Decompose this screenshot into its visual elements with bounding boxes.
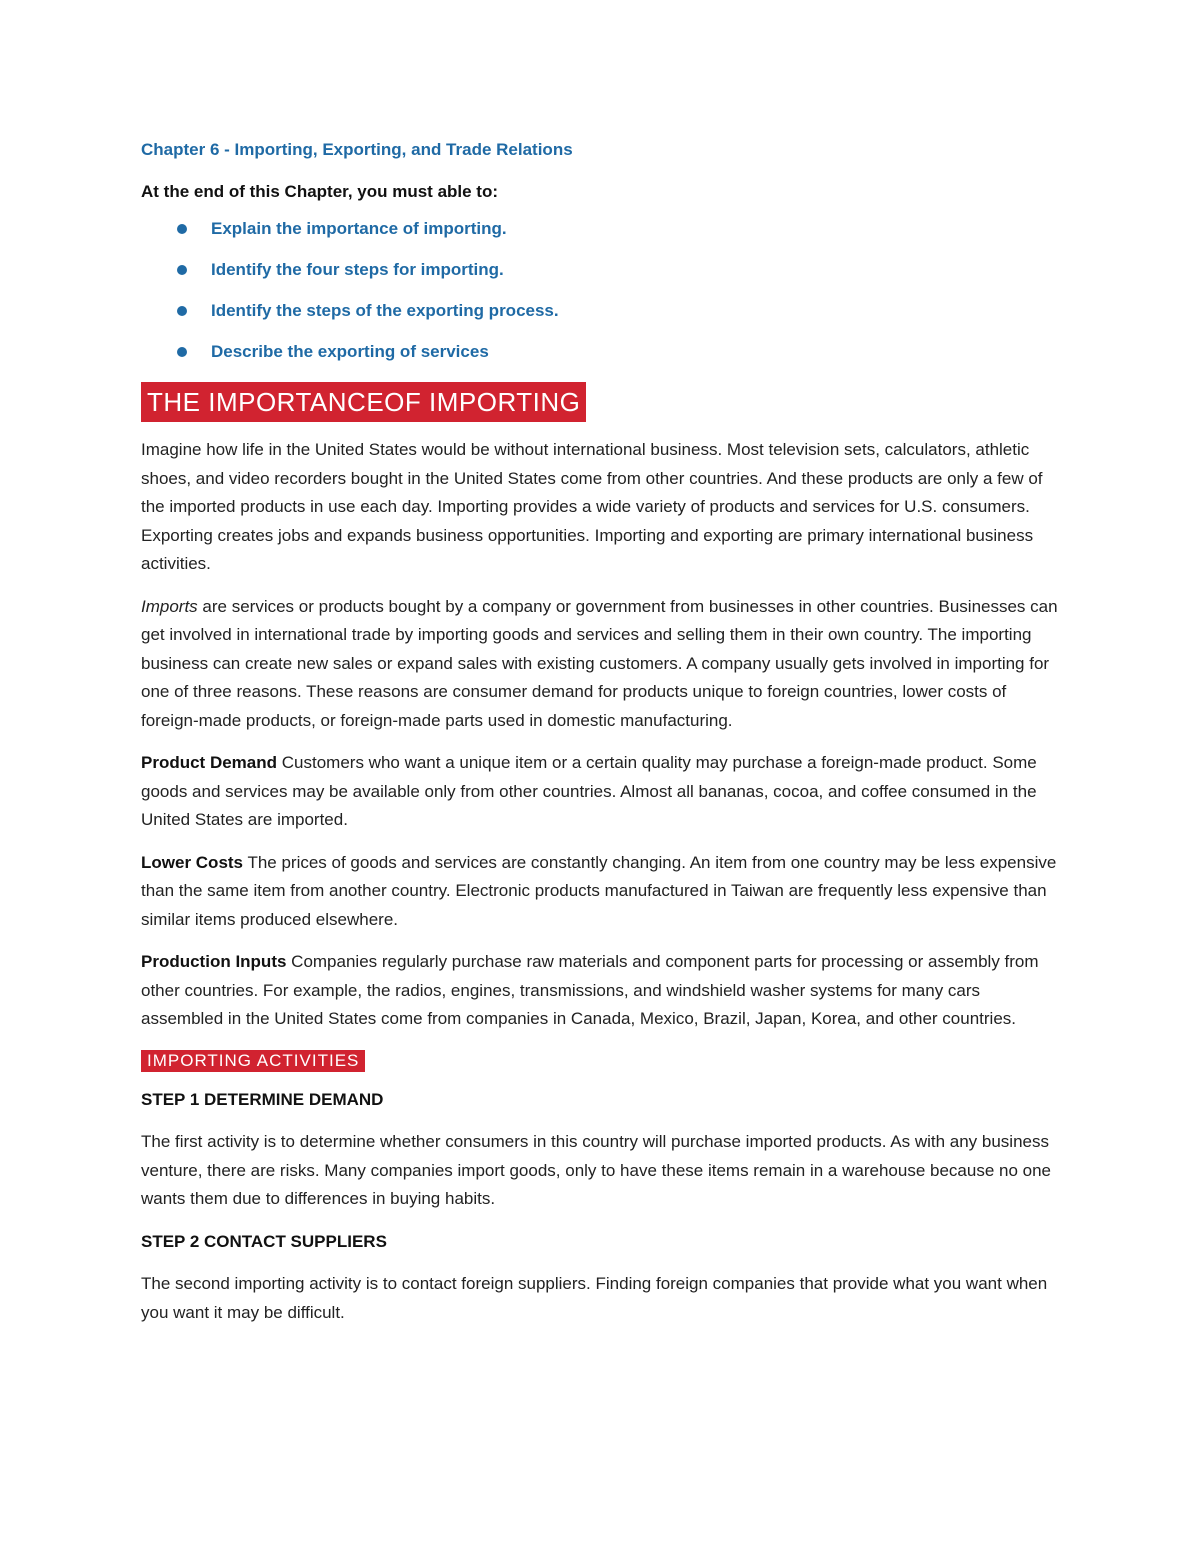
- objective-item: [141, 218, 1061, 239]
- paragraph-product-demand: [141, 749, 1061, 835]
- imports-definition: are services or products bought by a company or government from businesses in other countries. Businesses can get involved in international trade by importing goods and services and selling them in their own country. The importing business can create new sales or expand sales with existing customers. A company usually gets involved in importing for one of three reasons. These reasons are consumer demand for products unique to foreign countries, lower costs of foreign-made products, or foreign-made parts used in domestic manufacturing.: [141, 596, 1058, 730]
- step1-heading: STEP 1 DETERMINE DEMAND: [141, 1089, 384, 1109]
- paragraph-imports: [141, 593, 1061, 736]
- bullet-icon: [177, 265, 187, 275]
- lower-costs-text: The prices of goods and services are constantly changing. An item from one country may be less expensive than the same item from another country. Electronic products manufactured in Taiwan are frequently less expensive than similar items produced elsewhere.: [141, 852, 1057, 929]
- paragraph-production-inputs: [141, 948, 1061, 1034]
- bullet-icon: [177, 306, 187, 316]
- paragraph-lower-costs: [141, 849, 1061, 935]
- step2-heading: STEP 2 CONTACT SUPPLIERS: [141, 1231, 387, 1251]
- document-page: [141, 140, 1061, 1341]
- production-inputs-lead: Production Inputs: [141, 952, 287, 971]
- objective-text: Explain the importance of importing.: [211, 219, 507, 238]
- objective-item: [141, 300, 1061, 321]
- objective-text: Identify the steps of the exporting process.: [211, 301, 559, 320]
- objective-item: [141, 341, 1061, 362]
- objective-text: Describe the exporting of services: [211, 342, 489, 361]
- objectives-intro: At the end of this Chapter, you must able to:: [141, 182, 499, 201]
- product-demand-lead: Product Demand: [141, 753, 278, 772]
- sub-heading: IMPORTING ACTIVITIES: [141, 1050, 365, 1072]
- chapter-title: Chapter 6 - Importing, Exporting, and Trade Relations: [141, 140, 573, 159]
- objective-item: [141, 259, 1061, 280]
- section-heading: THE IMPORTANCEOF IMPORTING: [141, 382, 586, 422]
- lower-costs-lead: Lower Costs: [141, 852, 244, 872]
- product-demand-text: Customers who want a unique item or a certain quality may purchase a foreign-made product. Some goods and services may be available only from other countries. Almost all bananas, cocoa, and coffee consumed in the United States are imported.: [141, 753, 1037, 829]
- imports-term: Imports: [141, 596, 198, 616]
- objective-text: Identify the four steps for importing.: [211, 260, 504, 279]
- paragraph-intro: Imagine how life in the United States would be without international business. Most television sets, calculators, athletic shoes, and video recorders bought in the United States come from other countries. And these products are only a few of the imported products in use each day. Importing provides a wide variety of products and services for U.S. consumers. Exporting creates jobs and expands business opportunities. Importing and exporting are primary international business activities.: [141, 440, 1043, 573]
- step1-text: The first activity is to determine whether consumers in this country will purchase imported products. As with any business venture, there are risks. Many companies import goods, only to have these items remain in a warehouse because no one wants them due to differences in buying habits.: [141, 1132, 1051, 1208]
- step2-text: The second importing activity is to contact foreign suppliers. Finding foreign companies that provide what you want when you want it may be difficult.: [141, 1274, 1048, 1322]
- bullet-icon: [177, 347, 187, 357]
- production-inputs-text: Companies regularly purchase raw materials and component parts for processing or assembly from other countries. For example, the radios, engines, transmissions, and windshield washer systems for many cars assembled in the United States come from companies in Canada, Mexico, Brazil, Japan, Korea, and other countries.: [141, 952, 1039, 1028]
- objectives-list: [141, 218, 1061, 362]
- bullet-icon: [177, 224, 187, 234]
